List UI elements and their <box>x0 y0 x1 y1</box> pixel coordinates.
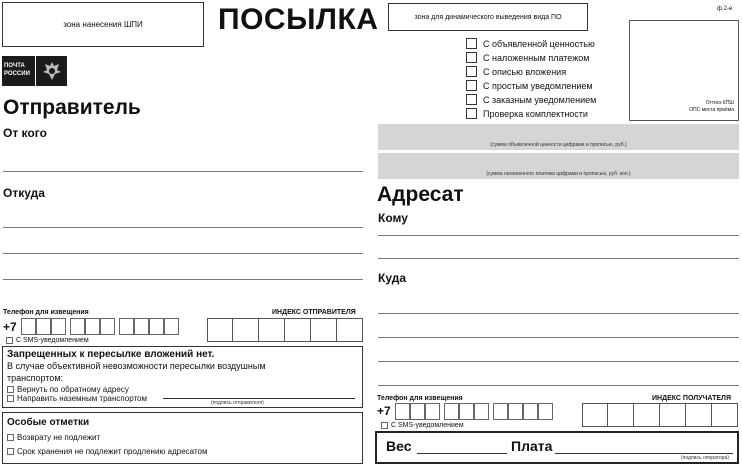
sender-signature-caption: (подпись отправителя) <box>211 400 264 406</box>
weight-payment-box <box>375 431 739 464</box>
sender-signature-line[interactable] <box>163 398 355 399</box>
option-declared-value-label: С объявленной ценностью <box>483 38 595 49</box>
option-simple-notice[interactable] <box>466 79 593 92</box>
recipient-phone-input[interactable] <box>395 403 553 420</box>
dynamic-zone-label: зона для динамического выведения вида ПО <box>414 13 562 21</box>
spi-zone-label: зона нанесения ШПИ <box>63 20 143 29</box>
phone-digit[interactable] <box>444 403 459 420</box>
checkbox-registered-notice[interactable] <box>466 94 477 105</box>
weight-label: Вес <box>386 438 412 454</box>
phone-digit[interactable] <box>425 403 440 420</box>
sender-index-input[interactable] <box>207 318 363 342</box>
phone-digit[interactable] <box>134 318 149 335</box>
sender-index-label: ИНДЕКС ОТПРАВИТЕЛЯ <box>272 309 356 316</box>
recipient-heading: Адресат <box>377 183 464 206</box>
index-digit[interactable] <box>660 403 686 427</box>
checkbox-inventory[interactable] <box>466 66 477 77</box>
phone-digit[interactable] <box>538 403 553 420</box>
recipient-phone-label: Телефон для извещения <box>377 395 463 402</box>
phone-digit[interactable] <box>100 318 115 335</box>
stamp-line-2: ОПС места приёма <box>689 107 734 113</box>
logo-line-1: ПОЧТА <box>4 63 25 69</box>
option-registered-notice-label: С заказным уведомлением <box>483 94 597 105</box>
option-no-extension-label: Срок хранения не подлежит продлению адресатом <box>17 447 208 456</box>
checkbox-cod[interactable] <box>466 52 477 63</box>
checkbox-sender-sms[interactable] <box>6 337 13 344</box>
phone-digit[interactable] <box>523 403 538 420</box>
recipient-index-input[interactable] <box>582 403 738 427</box>
option-cod[interactable] <box>466 51 589 64</box>
sender-phone-prefix: +7 <box>3 320 17 334</box>
sender-sms-option[interactable] <box>6 337 89 344</box>
option-cod-label: С наложенным платежом <box>483 52 590 63</box>
sender-name-line[interactable] <box>3 171 363 172</box>
checkbox-declared-value[interactable] <box>466 38 477 49</box>
index-digit[interactable] <box>712 403 738 427</box>
cod-amount-caption: (сумма наложенного платежа цифрами и прописью, руб. коп.) <box>486 171 631 177</box>
index-digit[interactable] <box>233 318 259 342</box>
checkbox-simple-notice[interactable] <box>466 80 477 91</box>
spi-zone <box>2 2 204 47</box>
payment-label: Плата <box>511 438 553 454</box>
phone-digit[interactable] <box>149 318 164 335</box>
phone-digit[interactable] <box>395 403 410 420</box>
phone-digit[interactable] <box>36 318 51 335</box>
option-completeness-check-label: Проверка комплектности <box>483 108 588 119</box>
sender-sms-label: C SMS-уведомлением <box>16 337 89 344</box>
sender-address-line-3[interactable] <box>3 279 363 280</box>
checkbox-no-return[interactable] <box>7 434 14 441</box>
sender-phone-input[interactable] <box>21 318 179 335</box>
sender-address-line-1[interactable] <box>3 227 363 228</box>
option-return-sender-label: Вернуть по обратному адресу <box>17 385 129 394</box>
index-digit[interactable] <box>686 403 712 427</box>
phone-digit[interactable] <box>51 318 66 335</box>
index-digit[interactable] <box>608 403 634 427</box>
option-inventory-label: С описью вложения <box>483 66 567 77</box>
recipient-name-line-2[interactable] <box>378 258 739 259</box>
option-no-return[interactable] <box>7 433 100 442</box>
prohibited-box <box>2 346 363 408</box>
cod-amount-field[interactable] <box>378 153 739 179</box>
recipient-where-label: Куда <box>378 271 406 285</box>
checkbox-ground-transport[interactable] <box>7 395 14 402</box>
index-digit[interactable] <box>311 318 337 342</box>
recipient-address-line-2[interactable] <box>378 337 739 338</box>
option-inventory[interactable] <box>466 65 566 78</box>
phone-digit[interactable] <box>508 403 523 420</box>
weight-line[interactable] <box>417 453 507 454</box>
recipient-address-line-4[interactable] <box>378 385 739 386</box>
option-completeness-check[interactable] <box>466 107 588 120</box>
prohibited-title: Запрещенных к пересылке вложений нет. <box>7 349 215 360</box>
index-digit[interactable] <box>207 318 233 342</box>
recipient-sms-label: C SMS-уведомлением <box>391 422 464 429</box>
index-digit[interactable] <box>259 318 285 342</box>
dynamic-zone <box>388 3 588 31</box>
option-declared-value[interactable] <box>466 37 595 50</box>
option-no-return-label: Возврату не подлежит <box>17 433 101 442</box>
special-marks-title: Особые отметки <box>7 417 90 428</box>
option-simple-notice-label: С простым уведомлением <box>483 80 593 91</box>
prohibited-line-2: транспортом: <box>7 373 64 383</box>
sender-from-label: От кого <box>3 126 47 140</box>
form-code: ф.2-е <box>717 6 733 12</box>
phone-digit[interactable] <box>410 403 425 420</box>
phone-digit[interactable] <box>474 403 489 420</box>
sender-heading: Отправитель <box>3 96 141 119</box>
special-marks-box <box>2 412 363 464</box>
recipient-sms-option[interactable] <box>381 422 464 429</box>
form-title: ПОСЫЛКА <box>218 3 379 36</box>
option-no-extension[interactable] <box>7 447 207 456</box>
recipient-index-label: ИНДЕКС ПОЛУЧАТЕЛЯ <box>652 395 732 402</box>
recipient-address-line-3[interactable] <box>378 361 739 362</box>
phone-digit[interactable] <box>119 318 134 335</box>
phone-digit[interactable] <box>70 318 85 335</box>
phone-digit[interactable] <box>85 318 100 335</box>
phone-digit[interactable] <box>164 318 179 335</box>
option-ground-transport[interactable] <box>7 394 147 403</box>
declared-value-field[interactable] <box>378 124 739 150</box>
checkbox-completeness-check[interactable] <box>466 108 477 119</box>
recipient-phone-prefix: +7 <box>377 404 391 418</box>
option-return-sender[interactable] <box>7 385 129 394</box>
eagle-emblem-icon <box>36 56 67 86</box>
checkbox-no-extension[interactable] <box>7 448 14 455</box>
sender-phone-label: Телефон для извещения <box>3 309 89 316</box>
recipient-name-line-1[interactable] <box>378 235 739 236</box>
option-registered-notice[interactable] <box>466 93 596 106</box>
payment-line[interactable] <box>555 453 733 454</box>
recipient-to-label: Кому <box>378 211 408 225</box>
prohibited-line-1: В случае объективной невозможности пересылки воздушным <box>7 361 266 371</box>
post-logo <box>2 56 35 86</box>
operator-signature-caption: (подпись оператора) <box>681 455 729 461</box>
sender-where-label: Откуда <box>3 186 45 200</box>
index-digit[interactable] <box>337 318 363 342</box>
index-digit[interactable] <box>285 318 311 342</box>
index-digit[interactable] <box>634 403 660 427</box>
checkbox-recipient-sms[interactable] <box>381 422 388 429</box>
phone-digit[interactable] <box>21 318 36 335</box>
phone-digit[interactable] <box>493 403 508 420</box>
sender-address-line-2[interactable] <box>3 253 363 254</box>
index-digit[interactable] <box>582 403 608 427</box>
option-ground-transport-label: Направить наземным транспортом <box>17 394 147 403</box>
logo-line-2: РОССИИ <box>4 71 30 77</box>
recipient-address-line-1[interactable] <box>378 313 739 314</box>
checkbox-return-sender[interactable] <box>7 386 14 393</box>
declared-value-caption: (сумма объявленной ценности цифрами и прописью, руб.) <box>490 142 627 148</box>
stamp-line-1: Оттиск КПШ <box>705 100 734 106</box>
stamp-box <box>629 20 739 121</box>
phone-digit[interactable] <box>459 403 474 420</box>
